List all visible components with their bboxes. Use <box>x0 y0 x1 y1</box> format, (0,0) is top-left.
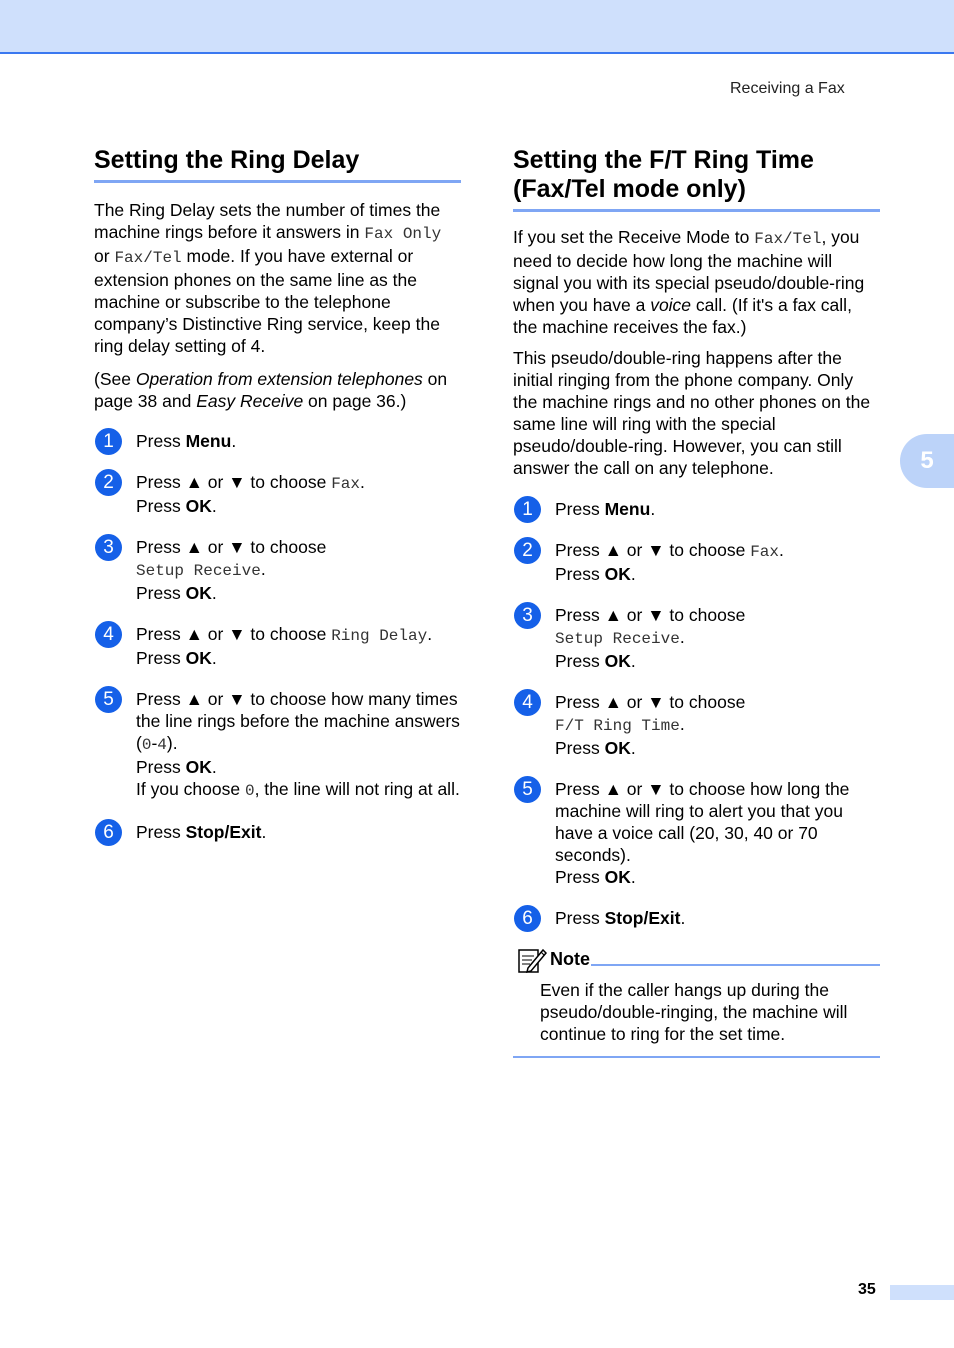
text: If you set the Receive Mode to <box>513 227 755 247</box>
ok-key: OK <box>185 583 212 603</box>
ok-key: OK <box>185 648 212 668</box>
ok-key: OK <box>185 496 212 516</box>
intro-paragraph <box>94 199 461 357</box>
setting-setup-receive: Setup Receive <box>555 630 680 648</box>
text: . <box>427 624 433 644</box>
text: . <box>261 822 267 842</box>
text: to choose how many times the line rings before the machine answers ( <box>136 689 460 753</box>
down-arrow-icon: ▼ <box>228 472 246 492</box>
step-6 <box>94 821 461 843</box>
title-line: Setting the F/T Ring Time <box>513 146 814 174</box>
note-title: Note <box>550 949 590 969</box>
text: . <box>211 583 217 603</box>
down-arrow-icon: ▼ <box>647 605 665 625</box>
text: . <box>260 559 266 579</box>
up-arrow-icon: ▲ <box>604 605 622 625</box>
step-number-icon: 6 <box>95 819 122 846</box>
text: Press <box>136 496 186 516</box>
setting-ring-delay: Ring Delay <box>331 627 428 645</box>
step-1 <box>94 430 461 452</box>
text: or <box>94 246 115 266</box>
text: . <box>679 627 685 647</box>
range-max: 4 <box>157 736 167 754</box>
menu-key: Menu <box>185 431 232 451</box>
mode-fax-tel: Fax/Tel <box>754 230 822 248</box>
text: on page 36.) <box>303 391 407 411</box>
menu-key: Menu <box>604 499 651 519</box>
text: or <box>202 537 229 557</box>
text: (See <box>94 369 136 389</box>
step-number-icon: 1 <box>95 428 122 455</box>
text: Press <box>555 605 605 625</box>
step-2 <box>513 539 880 585</box>
text: or <box>202 624 229 644</box>
step-3 <box>94 536 461 604</box>
note-box <box>513 946 880 1058</box>
text: or <box>621 692 648 712</box>
text: Press <box>555 867 605 887</box>
text: . <box>211 757 217 777</box>
text: or <box>621 540 648 560</box>
text: to choose <box>664 692 746 712</box>
intro-paragraph <box>513 226 880 338</box>
text: or <box>202 689 229 709</box>
stop-exit-key: Stop/Exit <box>604 908 681 928</box>
step-5 <box>94 688 461 802</box>
step-number-icon: 5 <box>95 686 122 713</box>
step-number-icon: 6 <box>514 905 541 932</box>
text: . <box>680 908 686 928</box>
title-line: (Fax/Tel mode only) <box>513 175 746 203</box>
mode-fax-tel: Fax/Tel <box>114 249 182 267</box>
running-header: Receiving a Fax <box>730 80 845 97</box>
text: . <box>360 472 365 492</box>
text: Press <box>555 564 605 584</box>
note-body: Even if the caller hangs up during the pseudo/double-ringing, the machine will continue to ring for the set time. <box>540 980 848 1044</box>
step-number-icon: 4 <box>95 621 122 648</box>
text: or <box>202 472 229 492</box>
pseudo-ring-paragraph: This pseudo/double-ring happens after the initial ringing from the phone company. Only the machine rings and no other phones on the same line will ring with the special pseudo/double-ring. However, you can still answer the call on any telephone. <box>513 348 871 478</box>
up-arrow-icon: ▲ <box>185 689 203 709</box>
up-arrow-icon: ▲ <box>604 779 622 799</box>
setting-fax: Fax <box>331 475 360 493</box>
text: - <box>151 733 158 753</box>
text: Press <box>136 689 186 709</box>
step-number-icon: 4 <box>514 689 541 716</box>
reference-link-extension[interactable]: Operation from extension telephones <box>135 369 423 389</box>
up-arrow-icon: ▲ <box>604 540 622 560</box>
step-number-icon: 2 <box>514 537 541 564</box>
step-number-icon: 5 <box>514 776 541 803</box>
section-title-ring-delay: Setting the Ring Delay <box>94 146 461 183</box>
text: The Ring Delay sets the number of times the machine rings before it answers in <box>94 200 441 242</box>
text: Press <box>555 908 605 928</box>
setting-setup-receive: Setup Receive <box>136 562 261 580</box>
step-3 <box>513 604 880 672</box>
step-number-icon: 2 <box>95 469 122 496</box>
down-arrow-icon: ▼ <box>647 779 665 799</box>
text: If you choose <box>136 779 245 799</box>
footer-bar <box>890 1285 954 1300</box>
text: Press <box>136 472 186 492</box>
text: . <box>679 714 685 734</box>
reference-paragraph <box>94 368 461 412</box>
text: Press <box>555 651 605 671</box>
text: , the line will not ring at all. <box>254 779 460 799</box>
step-5 <box>513 778 880 888</box>
text: Press <box>555 540 605 560</box>
step-6 <box>513 907 880 929</box>
setting-ft-ring-time: F/T Ring Time <box>555 717 680 735</box>
note-header <box>513 946 880 974</box>
note-rule <box>591 964 880 966</box>
step-number-icon: 1 <box>514 496 541 523</box>
text: to choose <box>664 540 751 560</box>
left-column <box>94 146 461 843</box>
step-2 <box>94 471 461 517</box>
up-arrow-icon: ▲ <box>185 537 203 557</box>
text: Press <box>136 757 186 777</box>
section-title-ft-ring-time <box>513 146 880 212</box>
text: to choose <box>245 472 332 492</box>
text: Press <box>136 822 186 842</box>
text: . <box>211 496 217 516</box>
text: . <box>650 499 656 519</box>
text: . <box>630 738 636 758</box>
text: ). <box>166 733 178 753</box>
chapter-tab: 5 <box>900 434 954 488</box>
text: call. (If it's a fax call, the machine receives the fax.) <box>513 295 852 337</box>
text: Press <box>136 583 186 603</box>
text: Press <box>136 537 186 557</box>
text: or <box>621 779 648 799</box>
down-arrow-icon: ▼ <box>228 624 246 644</box>
text: to choose how long the machine will ring to alert you that you have a voice call (20, 30, 40 or 70 seconds). <box>555 779 850 865</box>
text: Press <box>136 624 186 644</box>
top-band <box>0 0 954 54</box>
up-arrow-icon: ▲ <box>185 624 203 644</box>
text: , you need to decide how long the machine will signal you with its special pseudo/double-ring when you have a <box>513 227 865 315</box>
text: . <box>779 540 784 560</box>
reference-link-easy-receive[interactable]: Easy Receive <box>196 391 304 411</box>
text: . <box>231 431 237 451</box>
ok-key: OK <box>604 564 631 584</box>
text: or <box>621 605 648 625</box>
right-column <box>513 146 880 1058</box>
down-arrow-icon: ▼ <box>228 689 246 709</box>
text: . <box>630 867 636 887</box>
text: mode. If you have external or extension phones on the same line as the machine or subscribe to the telephone company’s Distinctive Ring service, keep the ring delay setting of 4. <box>94 246 440 356</box>
text: Press <box>555 692 605 712</box>
text: to choose <box>245 537 327 557</box>
text: to choose <box>664 605 746 625</box>
text: to choose <box>245 624 332 644</box>
setting-fax: Fax <box>750 543 779 561</box>
emphasis-voice: voice <box>650 295 692 315</box>
step-number-icon: 3 <box>514 602 541 629</box>
up-arrow-icon: ▲ <box>604 692 622 712</box>
note-bottom-rule <box>513 1056 880 1058</box>
value-zero: 0 <box>244 782 255 800</box>
text: on page 38 and <box>94 369 448 411</box>
range-min: 0 <box>141 736 152 754</box>
text: . <box>211 648 217 668</box>
text: Press <box>136 431 186 451</box>
ok-key: OK <box>604 651 631 671</box>
step-1 <box>513 498 880 520</box>
step-number-icon: 3 <box>95 534 122 561</box>
up-arrow-icon: ▲ <box>185 472 203 492</box>
down-arrow-icon: ▼ <box>228 537 246 557</box>
note-pencil-icon <box>517 946 547 974</box>
text: Press <box>136 648 186 668</box>
down-arrow-icon: ▼ <box>647 692 665 712</box>
text: Press <box>555 499 605 519</box>
mode-fax-only: Fax Only <box>364 225 442 243</box>
down-arrow-icon: ▼ <box>647 540 665 560</box>
stop-exit-key: Stop/Exit <box>185 822 262 842</box>
text: Press <box>555 738 605 758</box>
text: . <box>630 651 636 671</box>
step-4 <box>513 691 880 759</box>
ok-key: OK <box>185 757 212 777</box>
text: Press <box>555 779 605 799</box>
text: . <box>630 564 636 584</box>
step-4 <box>94 623 461 669</box>
ok-key: OK <box>604 738 631 758</box>
ok-key: OK <box>604 867 631 887</box>
page-number: 35 <box>858 1281 876 1298</box>
